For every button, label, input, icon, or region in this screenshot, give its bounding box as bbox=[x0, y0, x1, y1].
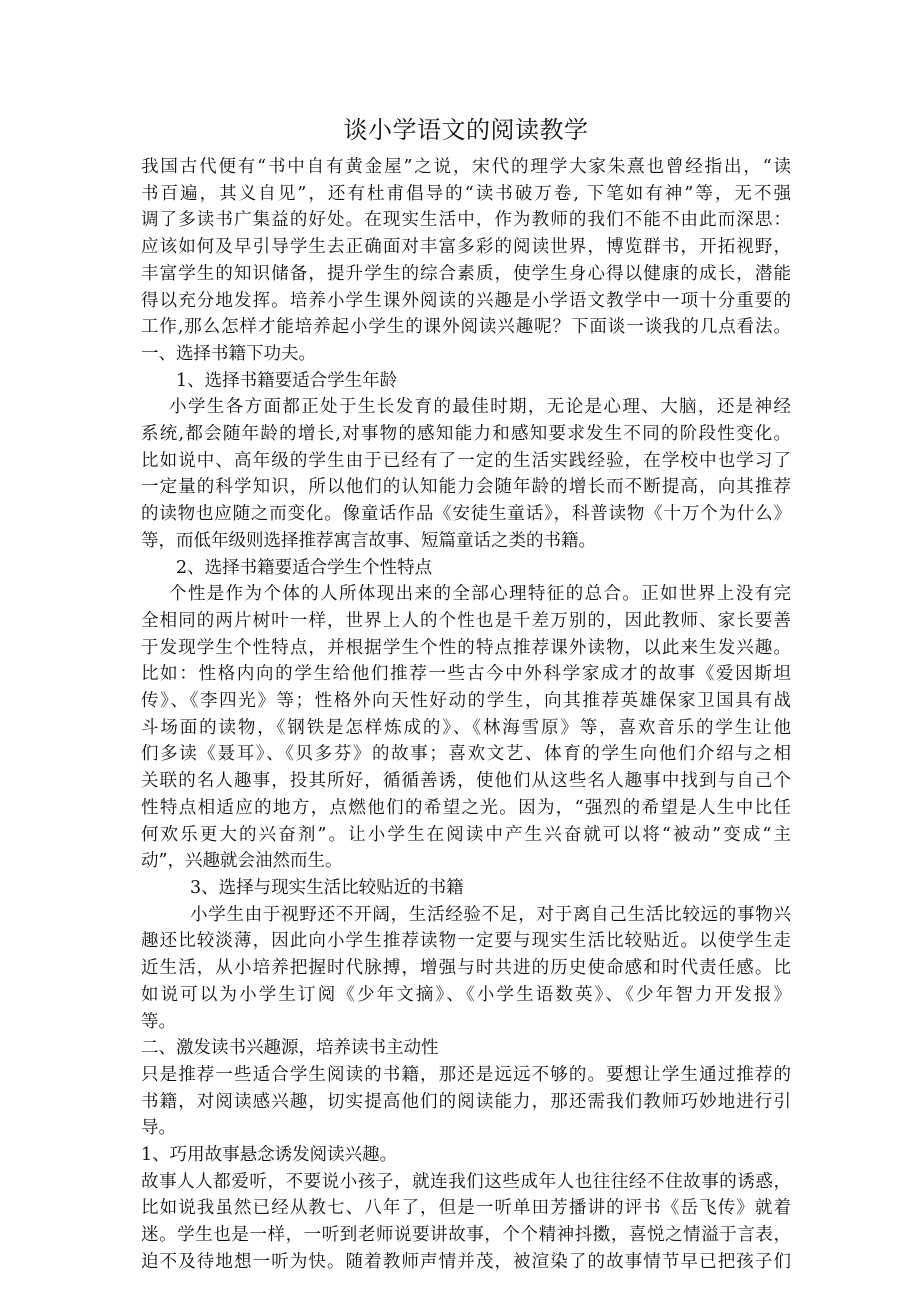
text-line: 动”，兴趣就会油然而生。 bbox=[141, 851, 343, 872]
text-line: 书籍，对阅读感兴趣，切实提高他们的阅读能力，那还需我们教师巧妙地进行引 bbox=[141, 1091, 791, 1112]
text-line: 们多读《聂耳》、《贝多芬》的故事；喜欢文艺、体育的学生向他们介绍与之相 bbox=[141, 744, 791, 765]
text-line: 何欢乐更大的兴奋剂”。让小学生在阅读中产生兴奋就可以将“被动”变成“主 bbox=[141, 824, 791, 845]
text-line: 迫不及待地想一听为快。随着教师声情并茂，被渲染了的故事情节早已把孩子们 bbox=[141, 1251, 791, 1272]
text-line: 我国古代便有“书中自有黄金屋”之说，宋代的理学大家朱熹也曾经指出，“读 bbox=[141, 157, 791, 177]
text-line: 一定量的科学知识，所以他们的认知能力会随年龄的增长而不断提高，向其推荐 bbox=[141, 477, 791, 498]
text-line: 小学生由于视野还不开阔，生活经验不足，对于离自己生活比较远的事物兴 bbox=[190, 904, 791, 925]
text-line: 丰富学生的知识储备，提升学生的综合素质，使学生身心得以健康的成长，潜能 bbox=[141, 263, 791, 284]
text-line: 传》、《李四光》等；性格外向天性好动的学生，向其推荐英雄保家卫国具有战 bbox=[141, 691, 791, 712]
text-line: 1、巧用故事悬念诱发阅读兴趣。 bbox=[141, 1145, 398, 1166]
text-line: 斗场面的读物，《钢铁是怎样炼成的》、《林海雪原》等，喜欢音乐的学生让他 bbox=[141, 717, 791, 738]
text-line: 小学生各方面都正处于生长发育的最佳时期，无论是心理、大脑，还是神经 bbox=[169, 397, 791, 418]
text-line: 比如说我虽然已经从教七、八年了，但是一听单田芳播讲的评书《岳飞传》就着 bbox=[141, 1198, 791, 1219]
text-line: 比如说中、高年级的学生由于已经有了一定的生活实践经验，在学校中也学习了 bbox=[141, 450, 791, 471]
text-line: 全相同的两片树叶一样，世界上人的个性也是千差万别的，因此教师、家长要善 bbox=[141, 610, 791, 631]
text-line: 等，而低年级则选择推荐寓言故事、短篇童话之类的书籍。 bbox=[141, 530, 596, 551]
document-body bbox=[141, 154, 791, 1276]
text-line: 一、选择书籍下功夫。 bbox=[141, 343, 316, 364]
text-line: 趣还比较淡薄，因此向小学生推荐读物一定要与现实生活比较贴近。以使学生走 bbox=[141, 931, 791, 952]
document-title: 谈小学语文的阅读教学 bbox=[343, 116, 589, 144]
text-line: 得以充分地发挥。培养小学生课外阅读的兴趣是小学语文教学中一项十分重要的 bbox=[141, 290, 791, 311]
text-line: 工作,那么怎样才能培养起小学生的课外阅读兴趣呢？下面谈一谈我的几点看法。 bbox=[141, 317, 791, 338]
text-line: 只是推荐一些适合学生阅读的书籍，那还是远远不够的。要想让学生通过推荐的 bbox=[141, 1064, 791, 1085]
text-line: 3、选择与现实生活比较贴近的书籍 bbox=[190, 877, 464, 898]
text-line: 应该如何及早引导学生去正确面对丰富多彩的阅读世界，博览群书，开拓视野， bbox=[141, 237, 791, 258]
text-line: 近生活，从小培养把握时代脉搏，增强与时共进的历史使命感和时代责任感。比 bbox=[141, 958, 791, 979]
text-line: 调了多读书广集益的好处。在现实生活中，作为教师的我们不能不由此而深思： bbox=[141, 210, 791, 231]
text-line: 个性是作为个体的人所体现出来的全部心理特征的总合。正如世界上没有完 bbox=[169, 584, 791, 605]
text-line: 关联的名人趣事，投其所好，循循善诱，使他们从这些名人趣事中找到与自己个 bbox=[141, 771, 791, 792]
text-line: 如说可以为小学生订阅《少年文摘》、《小学生语数英》、《少年智力开发报》 bbox=[141, 984, 791, 1005]
text-line: 1、选择书籍要适合学生年龄 bbox=[176, 370, 398, 391]
text-line: 系统,都会随年龄的增长,对事物的感知能力和感知要求发生不同的阶段性变化。 bbox=[141, 424, 791, 445]
text-line: 二、激发读书兴趣源，培养读书主动性 bbox=[141, 1038, 439, 1059]
text-line: 故事人人都爱听，不要说小孩子，就连我们这些成年人也往往经不住故事的诱惑， bbox=[141, 1171, 791, 1192]
text-line: 等。 bbox=[141, 1011, 176, 1032]
text-line: 迷。学生也是一样，一听到老师说要讲故事，个个精神抖擞，喜悦之情溢于言表， bbox=[141, 1225, 791, 1246]
text-line: 2、选择书籍要适合学生个性特点 bbox=[176, 557, 433, 578]
document-page bbox=[141, 112, 791, 1276]
text-line: 导。 bbox=[141, 1118, 176, 1139]
text-line: 比如：性格内向的学生给他们推荐一些古今中外科学家成才的故事《爱因斯坦 bbox=[141, 664, 791, 685]
text-line: 于发现学生个性特点，并根据学生个性的特点推荐课外读物，以此来生发兴趣。 bbox=[141, 637, 791, 658]
text-line: 书百遍，其义自见”，还有杜甫倡导的“读书破万卷, 下笔如有神”等，无不强 bbox=[141, 183, 791, 204]
text-line: 的读物也应随之而变化。像童话作品《安徒生童话》，科普读物《十万个为什么》 bbox=[141, 504, 791, 525]
text-line: 性特点相适应的地方，点燃他们的希望之光。因为，“强烈的希望是人生中比任 bbox=[141, 797, 791, 818]
